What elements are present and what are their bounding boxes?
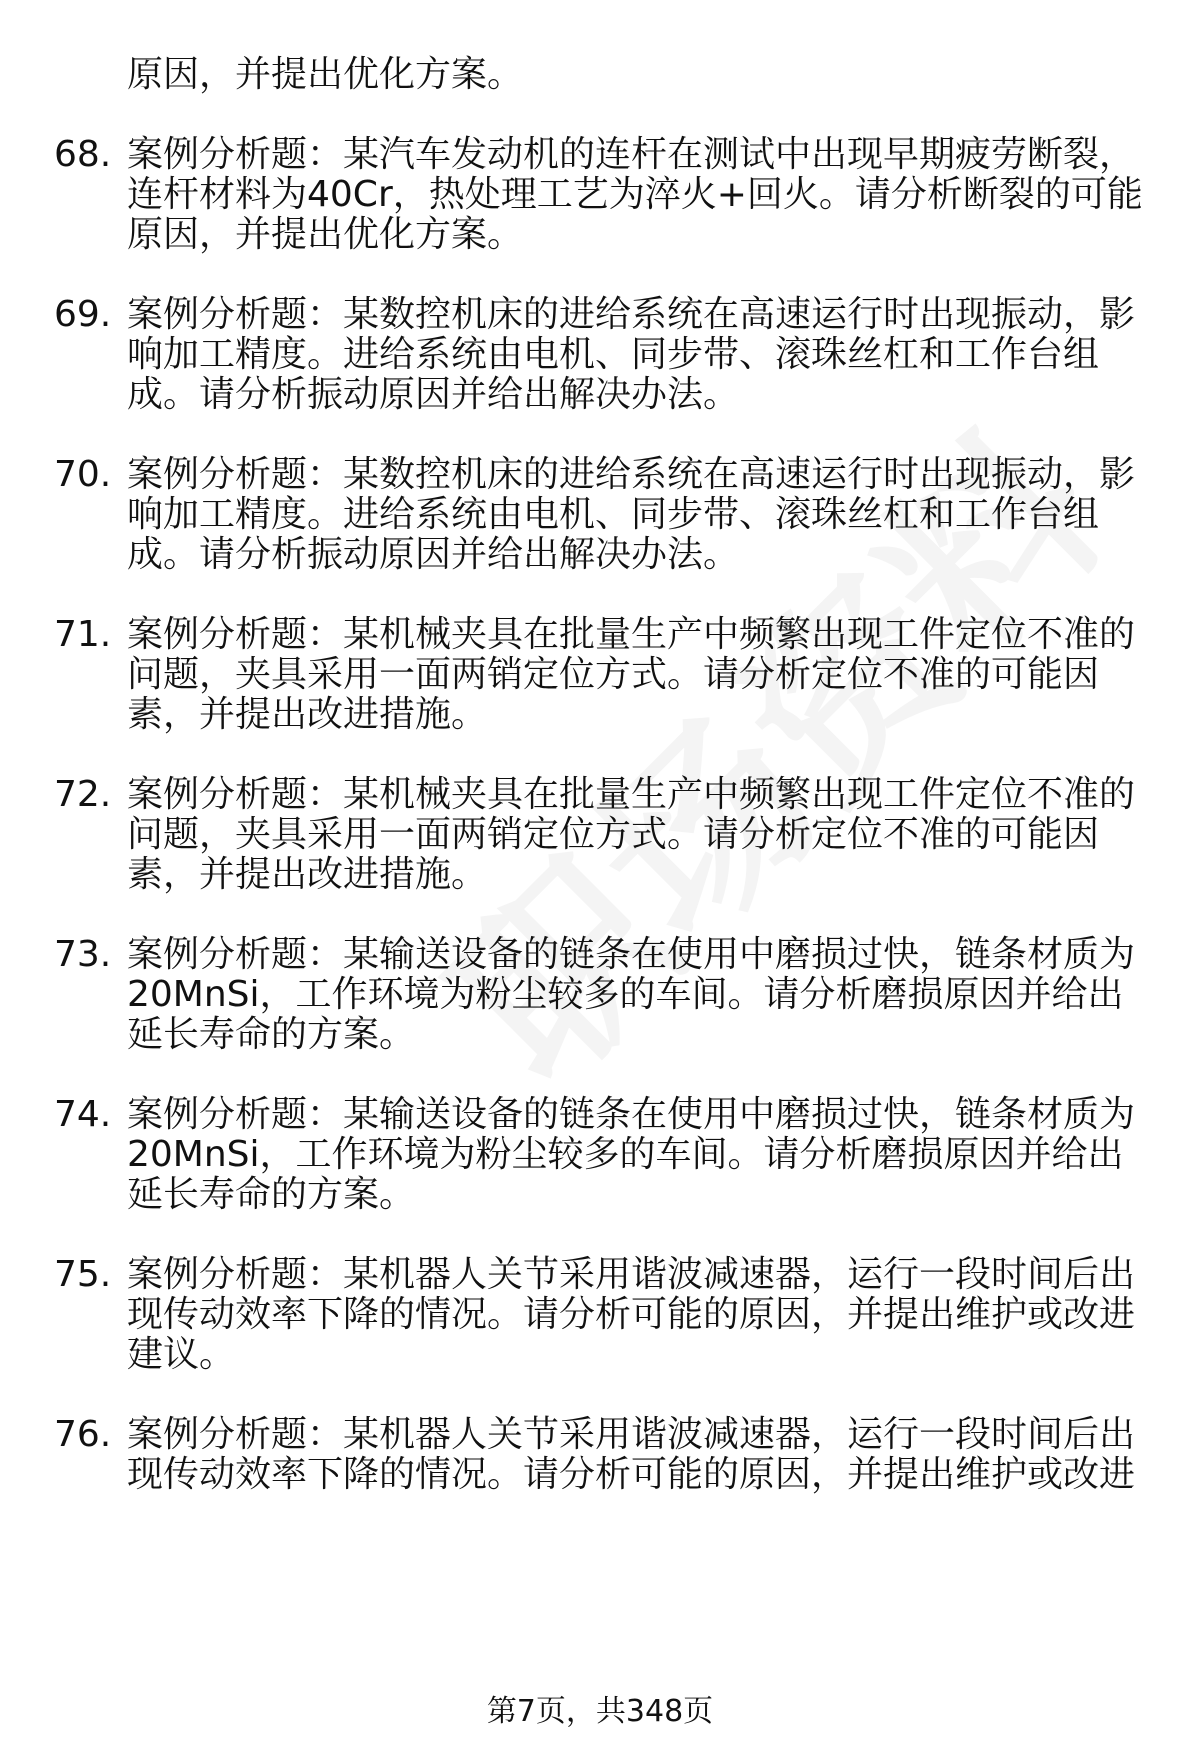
item-line: 案例分析题：某机械夹具在批量生产中频繁出现工件定位不准的 (127, 774, 1136, 815)
item-number: 73. (54, 934, 112, 975)
item-line: 20MnSi，工作环境为粉尘较多的车间。请分析磨损原因并给出 (127, 974, 1124, 1015)
item-line: 素，并提出改进措施。 (127, 854, 488, 895)
item-line: 素，并提出改进措施。 (127, 694, 488, 735)
item-line: 建议。 (127, 1334, 236, 1375)
item-line: 现传动效率下降的情况。请分析可能的原因，并提出维护或改进 (127, 1454, 1136, 1495)
item-line: 连杆材料为40Cr，热处理工艺为淬火+回火。请分析断裂的可能 (127, 174, 1143, 215)
item-line: 案例分析题：某机器人关节采用谐波减速器，运行一段时间后出 (127, 1414, 1136, 1455)
item-line: 案例分析题：某数控机床的进给系统在高速运行时出现振动，影 (127, 294, 1136, 335)
item-line: 案例分析题：某机器人关节采用谐波减速器，运行一段时间后出 (127, 1254, 1136, 1295)
item-line: 问题，夹具采用一面两销定位方式。请分析定位不准的可能因 (127, 814, 1100, 855)
item-number: 76. (54, 1414, 112, 1455)
item-line: 延长寿命的方案。 (127, 1174, 416, 1215)
item-line: 案例分析题：某输送设备的链条在使用中磨损过快，链条材质为 (127, 934, 1136, 975)
item-line: 案例分析题：某汽车发动机的连杆在测试中出现早期疲劳断裂， (127, 134, 1136, 175)
item-line: 成。请分析振动原因并给出解决办法。 (127, 374, 740, 415)
item-line: 延长寿命的方案。 (127, 1014, 416, 1055)
item-line: 响加工精度。进给系统由电机、同步带、滚珠丝杠和工作台组 (127, 494, 1100, 535)
item-line: 原因，并提出优化方案。 (127, 214, 524, 255)
item-number: 72. (54, 774, 112, 815)
watermark (313, 293, 1200, 1226)
item-line: 案例分析题：某输送设备的链条在使用中磨损过快，链条材质为 (127, 1094, 1136, 1135)
item-line: 问题，夹具采用一面两销定位方式。请分析定位不准的可能因 (127, 654, 1100, 695)
item-number: 74. (54, 1094, 112, 1135)
item-number: 69. (54, 294, 112, 335)
item-line: 案例分析题：某数控机床的进给系统在高速运行时出现振动，影 (127, 454, 1136, 495)
item-number: 68. (54, 134, 112, 175)
item-number: 70. (54, 454, 112, 495)
item-line: 响加工精度。进给系统由电机、同步带、滚珠丝杠和工作台组 (127, 334, 1100, 375)
intro-line: 原因，并提出优化方案。 (127, 54, 524, 95)
item-line: 成。请分析振动原因并给出解决办法。 (127, 534, 740, 575)
item-line: 案例分析题：某机械夹具在批量生产中频繁出现工件定位不准的 (127, 614, 1136, 655)
item-line: 20MnSi，工作环境为粉尘较多的车间。请分析磨损原因并给出 (127, 1134, 1124, 1175)
page-footer: 第7页，共348页 (486, 1694, 714, 1729)
item-number: 71. (54, 614, 112, 655)
item-line: 现传动效率下降的情况。请分析可能的原因，并提出维护或改进 (127, 1294, 1136, 1335)
item-number: 75. (54, 1254, 112, 1295)
